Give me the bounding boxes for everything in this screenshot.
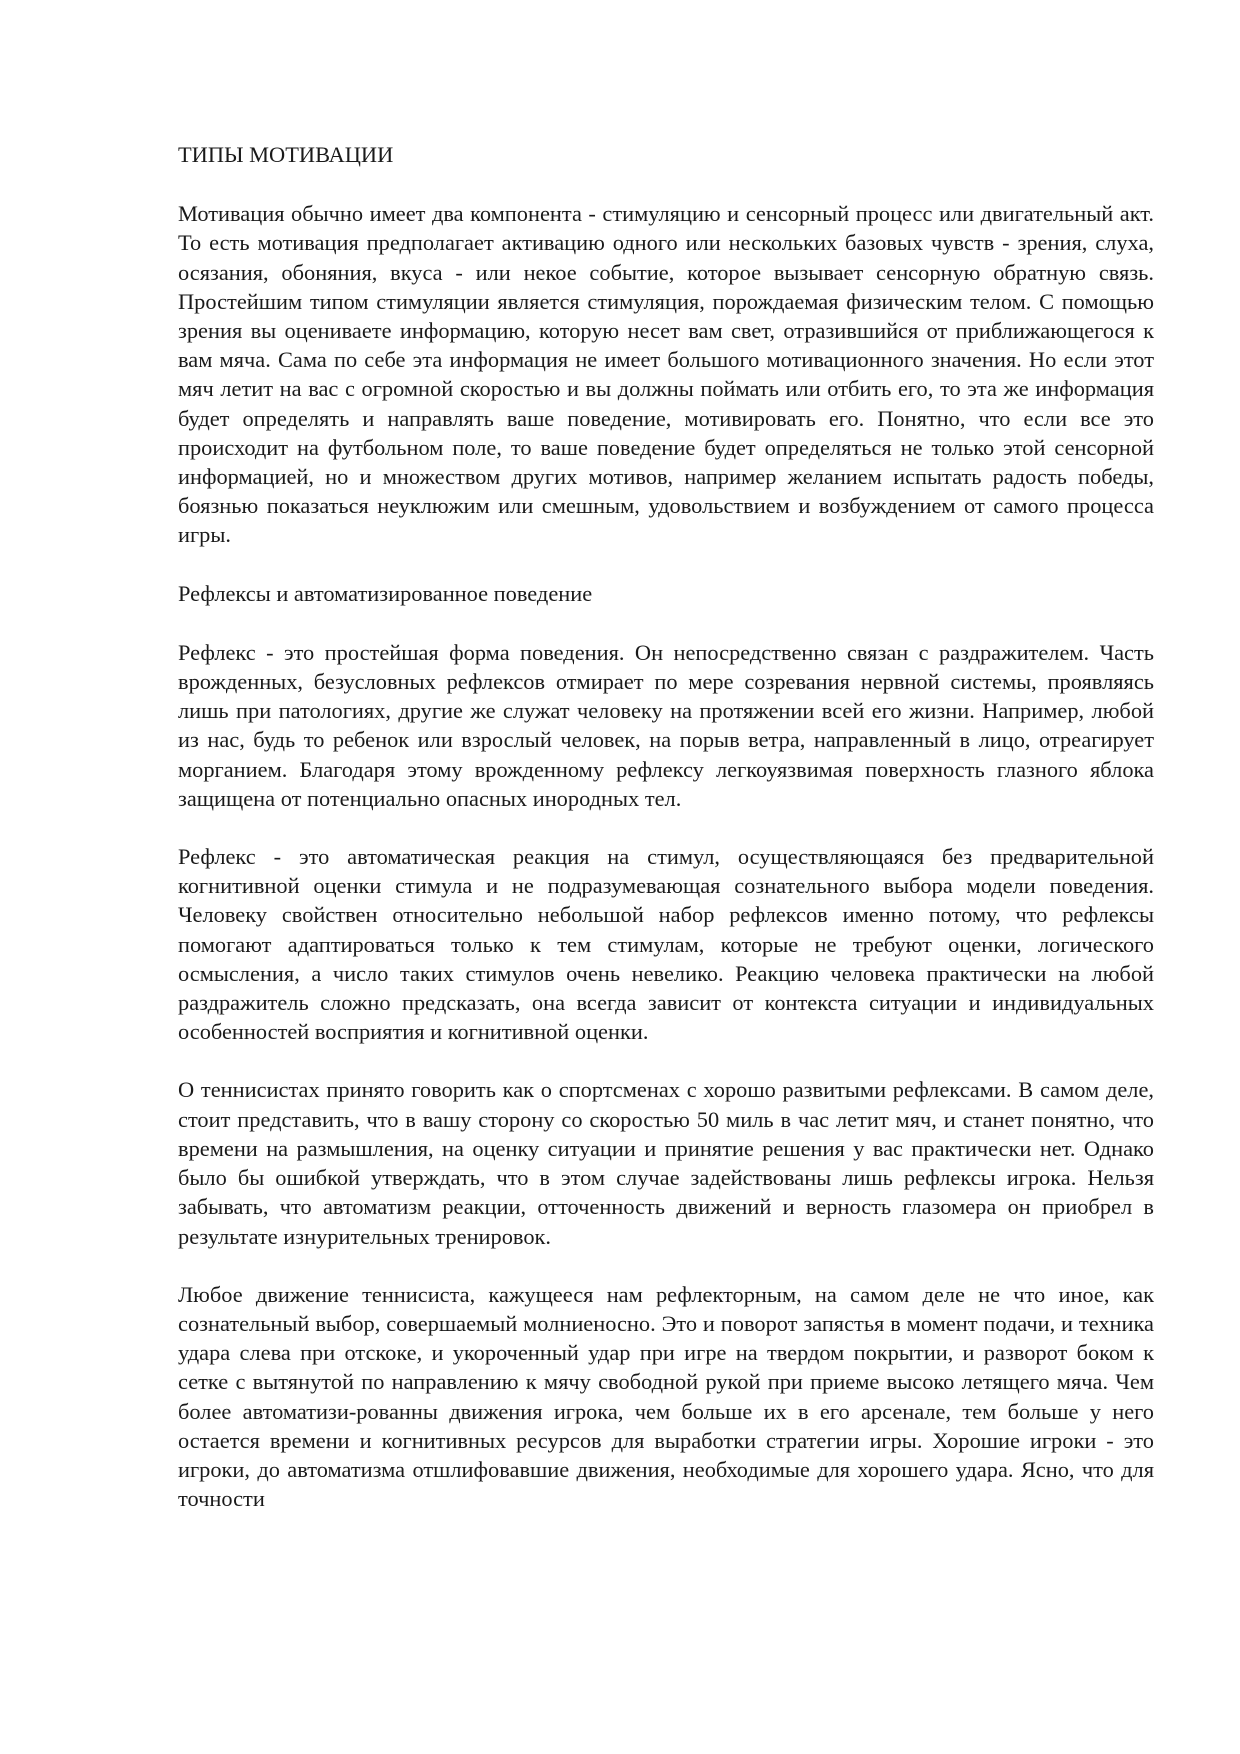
document-page	[178, 140, 1154, 1513]
document-title: ТИПЫ МОТИВАЦИИ	[178, 142, 394, 167]
body-paragraph: Любое движение теннисиста, кажущееся нам рефлекторным, на самом деле не что иное, как сознательный выбор, совершаемый молниеносно. Это и поворот запястья в момент подачи, и техника удара слева при отскоке, и укороченный удар при игре на твердом покрытии, и разворот боком к сетке с вытянутой по направлению к мячу свободной рукой при приеме высоко летящего мяча. Чем более автоматизи-рованны движения игрока, чем больше их в его арсенале, тем больше у него остается времени и когнитивных ресурсов для выработки стратегии игры. Хорошие игроки - это игроки, до автоматизма отшлифовавшие движения, необходимые для хорошего удара. Ясно, что для точности	[178, 1281, 1154, 1512]
intro-paragraph: Мотивация обычно имеет два компонента - стимуляцию и сенсорный процесс или двигательный акт. То есть мотивация предполагает активацию одного или нескольких базовых чувств - зрения, слуха, осязания, обоняния, вкуса - или некое событие, которое вызывает сенсорную обратную связь. Простейшим типом стимуляции является стимуляция, порождаемая физическим телом. С помощью зрения вы оцениваете информацию, которую несет вам свет, отразившийся от приближающегося к вам мяча. Сама по себе эта информация не имеет большого мотивационного значения. Но если этот мяч летит на вас с огромной скоростью и вы должны поймать или отбить его, то эта же информация будет определять и направлять ваше поведение, мотивировать его. Понятно, что если все это происходит на футбольном поле, то ваше поведение будет определяться не только этой сенсорной информацией, но и множеством других мотивов, например желанием испытать радость победы, боязнью показаться неуклюжим или смешным, удовольствием и возбуждением от самого процесса игры.	[178, 201, 1154, 548]
body-paragraph: О теннисистах принято говорить как о спортсменах с хорошо развитыми рефлексами. В самом деле, стоит представить, что в вашу сторону со скоростью 50 миль в час летит мяч, и станет понятно, что времени на размышления, на оценку ситуации и принятие решения у вас практически нет. Однако было бы ошибкой утверждать, что в этом случае задействованы лишь рефлексы игрока. Нельзя забывать, что автоматизм реакции, отточенность движений и верность глазомера он приобрел в результате изнурительных тренировок.	[178, 1077, 1154, 1249]
body-paragraph: Рефлекс - это простейшая форма поведения. Он непосредственно связан с раздражителем. Часть врожденных, безусловных рефлексов отмирает по мере созревания нервной системы, проявляясь лишь при патологиях, другие же служат человеку на протяжении всей его жизни. Например, любой из нас, будь то ребенок или взрослый человек, на порыв ветра, направленный в лицо, отреагирует морганием. Благодаря этому врожденному рефлексу легкоуязвимая поверхность глазного яблока защищена от потенциально опасных инородных тел.	[178, 639, 1154, 811]
section-title: Рефлексы и автоматизированное поведение	[178, 580, 593, 606]
body-paragraph: Рефлекс - это автоматическая реакция на стимул, осуществляющаяся без предварительной когнитивной оценки стимула и не подразумевающая сознательного выбора модели поведения. Человеку свойствен относительно небольшой набор рефлексов именно потому, что рефлексы помогают адаптироваться только к тем стимулам, которые не требуют оценки, логического осмысления, а число таких стимулов очень невелико. Реакцию человека практически на любой раздражитель сложно предсказать, она всегда зависит от контекста ситуации и индивидуальных особенностей восприятия и когнитивной оценки.	[178, 844, 1154, 1045]
